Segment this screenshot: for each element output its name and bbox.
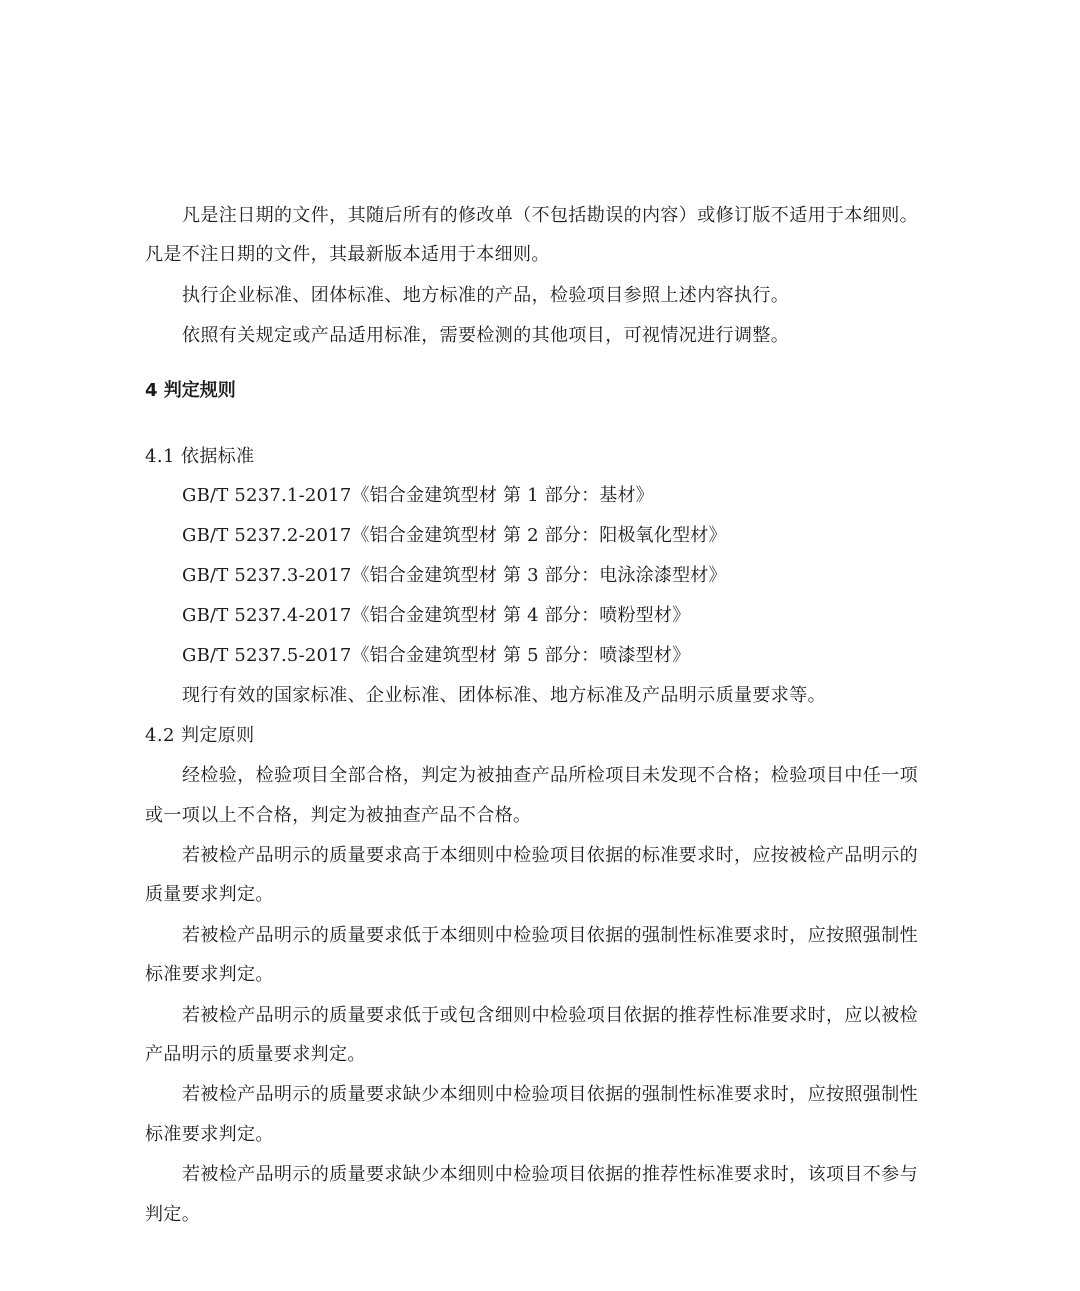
principle-paragraph-line1: 若被检产品明示的质量要求高于本细则中检验项目依据的标准要求时，应按被检产品明示的 (182, 845, 918, 866)
standard-item: GB/T 5237.3-2017《铝合金建筑型材 第 3 部分：电泳涂漆型材》 (182, 565, 727, 586)
principle-paragraph-line2: 标准要求判定。 (145, 964, 274, 985)
standard-item: GB/T 5237.5-2017《铝合金建筑型材 第 5 部分：喷漆型材》 (182, 645, 691, 666)
paragraph-enterprise-standards: 执行企业标准、团体标准、地方标准的产品，检验项目参照上述内容执行。 (182, 285, 790, 306)
principle-paragraph-line1: 若被检产品明示的质量要求缺少本细则中检验项目依据的推荐性标准要求时，该项目不参与 (182, 1164, 918, 1185)
standard-item: GB/T 5237.2-2017《铝合金建筑型材 第 2 部分：阳极氧化型材》 (182, 525, 727, 546)
principle-paragraph-line1: 若被检产品明示的质量要求低于或包含细则中检验项目依据的推荐性标准要求时，应以被检 (182, 1005, 918, 1026)
principle-paragraph-line2: 标准要求判定。 (145, 1124, 274, 1145)
paragraph-adjustment: 依照有关规定或产品适用标准，需要检测的其他项目，可视情况进行调整。 (182, 325, 790, 346)
subsection-4-2-heading: 4.2 判定原则 (145, 725, 255, 746)
paragraph-dated-docs-line2: 凡是不注日期的文件，其最新版本适用于本细则。 (145, 244, 550, 265)
paragraph-dated-docs-line1: 凡是注日期的文件，其随后所有的修改单（不包括勘误的内容）或修订版不适用于本细则。 (182, 205, 918, 226)
section-4-heading: 4 判定规则 (145, 380, 236, 401)
standards-note: 现行有效的国家标准、企业标准、团体标准、地方标准及产品明示质量要求等。 (182, 685, 826, 706)
principle-paragraph-line1: 经检验，检验项目全部合格，判定为被抽查产品所检项目未发现不合格；检验项目中任一项 (182, 765, 918, 786)
principle-paragraph-line1: 若被检产品明示的质量要求低于本细则中检验项目依据的强制性标准要求时，应按照强制性 (182, 925, 918, 946)
principle-paragraph-line2: 质量要求判定。 (145, 884, 274, 905)
principle-paragraph-line1: 若被检产品明示的质量要求缺少本细则中检验项目依据的强制性标准要求时，应按照强制性 (182, 1084, 918, 1105)
principle-paragraph-line2: 判定。 (145, 1204, 201, 1225)
standard-item: GB/T 5237.1-2017《铝合金建筑型材 第 1 部分：基材》 (182, 485, 654, 506)
principle-paragraph-line2: 产品明示的质量要求判定。 (145, 1044, 366, 1065)
principle-paragraph-line2: 或一项以上不合格，判定为被抽查产品不合格。 (145, 805, 532, 826)
standard-item: GB/T 5237.4-2017《铝合金建筑型材 第 4 部分：喷粉型材》 (182, 605, 691, 626)
subsection-4-1-heading: 4.1 依据标准 (145, 446, 255, 467)
